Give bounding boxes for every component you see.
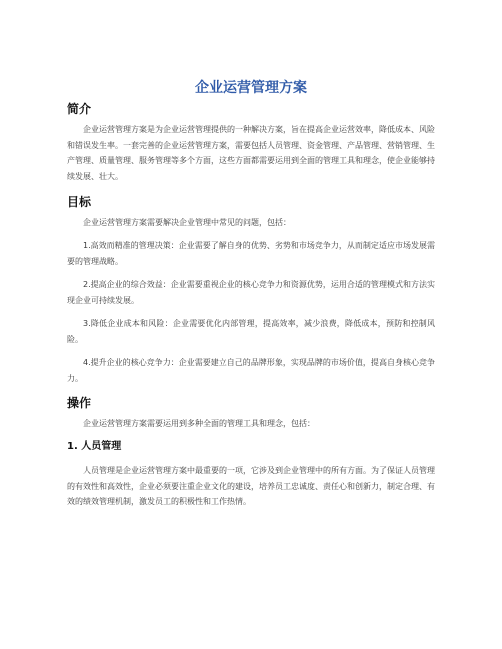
goal-item-number: 2. (83, 280, 91, 289)
operations-lead: 企业运营管理方案需要运用到多种全面的管理工具和理念，包括： (83, 419, 315, 428)
goal-item-number: 1. (83, 241, 91, 250)
personnel-management-paragraph: 人员管理是企业运营管理方案中最重要的一项，它涉及到企业管理中的所有方面。为了保证人员管理的有效性和高效性，企业必须要注重企业文化的建设，培养员工忠诚度、责任心和创新力，制定合理、有效的绩效管理机制，激发员工的积极性和工作热情。 (67, 466, 435, 506)
goal-item-2 (67, 277, 435, 308)
goal-item-4 (67, 355, 435, 386)
goal-item-text: 提高企业的综合效益：企业需要重视企业的核心竞争力和资源优势，运用合适的管理模式和方法实现企业可持续发展。 (67, 280, 435, 305)
goal-item-3 (67, 316, 435, 347)
intro-paragraph: 企业运营管理方案是为企业运营管理提供的一种解决方案，旨在提高企业运营效率，降低成本、风险和错误发生率。一套完善的企业运营管理方案，需要包括人员管理、资金管理、产品管理、营销管理、生产管理、质量管理、服务管理等多个方面，这些方面都需要运用到全面的管理工具和理念，使企业能够持续发展、壮大。 (67, 125, 435, 181)
document-title: 企业运营管理方案 (195, 80, 307, 96)
goal-item-1 (67, 238, 435, 269)
goal-item-number: 4. (83, 358, 91, 367)
intro-heading: 简介 (67, 102, 92, 116)
goal-item-text: 高效而精准的管理决策：企业需要了解自身的优势、劣势和市场竞争力，从而制定适应市场发展需要的管理战略。 (67, 241, 435, 266)
goals-heading: 目标 (67, 195, 92, 209)
personnel-management-heading: 1. 人员管理 (67, 441, 122, 452)
operations-heading: 操作 (67, 396, 92, 410)
goals-lead: 企业运营管理方案需要解决企业管理中常见的问题，包括： (83, 218, 291, 227)
goal-item-number: 3. (83, 319, 91, 328)
goal-item-text: 提升企业的核心竞争力：企业需要建立自己的品牌形象，实现品牌的市场价值，提高自身核心竞争力。 (67, 358, 435, 383)
goal-item-text: 降低企业成本和风险：企业需要优化内部管理，提高效率，减少浪费，降低成本，预防和控制风险。 (67, 319, 435, 344)
